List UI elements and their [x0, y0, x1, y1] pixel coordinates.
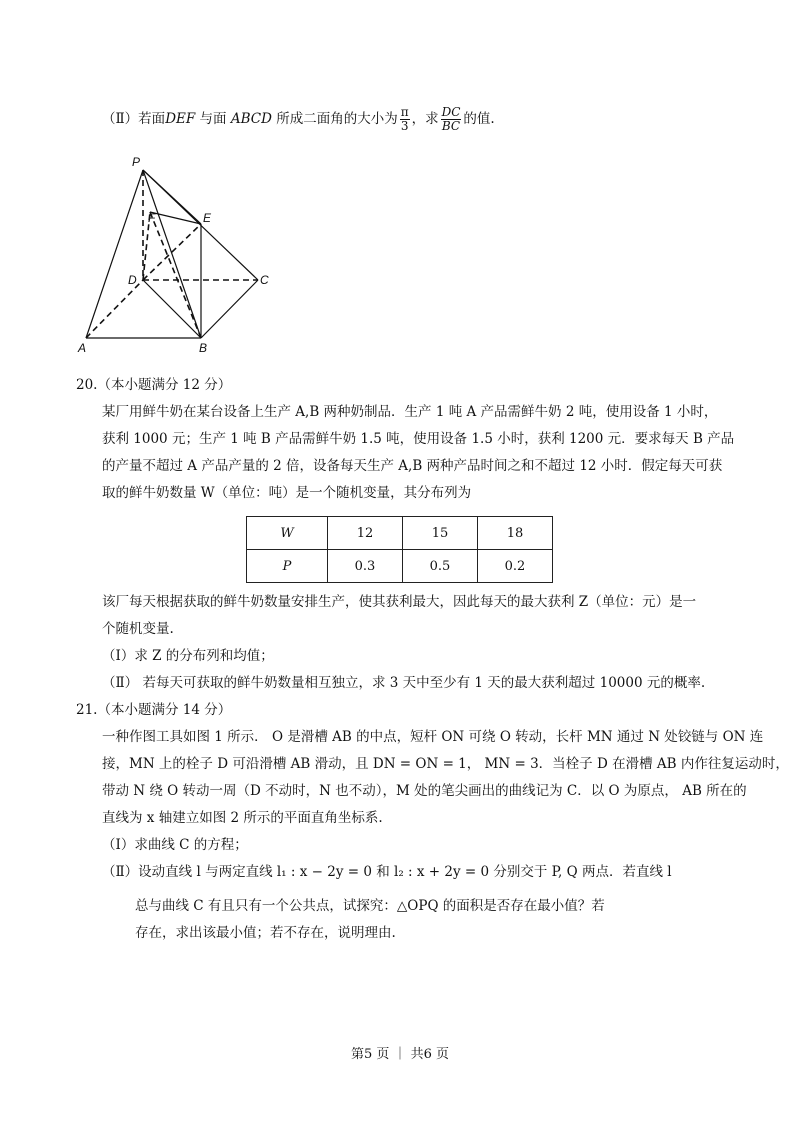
label-P: P [132, 155, 141, 169]
table-cell: 12 [328, 517, 403, 550]
q20-part1: （Ⅰ）求 Z 的分布列和均值； [102, 648, 274, 664]
q21-para-line2: 接，MN 上的栓子 D 可沿滑槽 AB 滑动，且 DN = ON = 1， MN = 3．当栓子 D 在滑槽 AB 内作往复运动时， [102, 756, 789, 772]
q21-para-line1: 一种作图工具如图 1 所示． O 是滑槽 AB 的中点，短杆 ON 可绕 O 转动，长杆 MN 通过 N 处铰链与 ON 连 [102, 729, 764, 745]
q21-para-line4: 直线为 x 轴建立如图 2 所示的平面直角坐标系. [102, 810, 383, 826]
edge-PA [86, 170, 143, 338]
q21-para-line3: 带动 N 绕 O 转动一周（D 不动时，N 也不动），M 处的笔尖画出的曲线记为 C．以 O 为原点， AB 所在的 [102, 783, 747, 799]
label-B: B [199, 341, 208, 355]
table-cell: 18 [478, 517, 553, 550]
q19-plane1: DEF [165, 111, 196, 127]
table-cell: 15 [403, 517, 478, 550]
label-E: E [203, 211, 212, 225]
q21-para-line6: 存在，求出该最小值；若不存在，说明理由. [135, 925, 396, 941]
ratio-numerator: DC [441, 105, 461, 119]
q20-para-line4: 取的鲜牛奶数量 W（单位：吨）是一个随机变量，其分布列为 [102, 485, 472, 501]
angle-numerator: π [400, 105, 409, 119]
q19-part2 [102, 102, 495, 136]
q19-mid3: ，求 [411, 111, 439, 127]
q20-para-line3: 的产量不超过 A 产品产量的 2 倍，设备每天生产 A,B 两种产品时间之和不超过 12 小时．假定每天可获 [102, 458, 723, 474]
table-cell: 0.3 [328, 550, 403, 583]
q20-para-line2: 获利 1000 元；生产 1 吨 B 产品需鲜牛奶 1.5 吨，使用设备 1.5 小时，获利 1200 元．要求每天 B 产品 [102, 431, 735, 447]
q20-para-line1: 某厂用鲜牛奶在某台设备上生产 A,B 两种奶制品．生产 1 吨 A 产品需鲜牛奶 2 吨，使用设备 1 小时， [102, 404, 718, 420]
page-footer: 第5 页 ｜ 共6 页 [350, 1047, 450, 1062]
edge-AD [86, 280, 143, 338]
label-D: D [128, 273, 137, 287]
angle-denominator: 3 [400, 119, 409, 133]
table-cell: P [247, 550, 328, 583]
ratio-denominator: BC [441, 119, 461, 133]
table-cell: W [247, 517, 328, 550]
q19-mid1: 与面 [199, 111, 227, 127]
table-cell: 0.5 [403, 550, 478, 583]
q19-mid2: 所成二面角的大小为 [276, 111, 398, 127]
table-cell: 0.2 [478, 550, 553, 583]
q19-suffix: 的值. [463, 111, 495, 127]
label-F: F [148, 211, 156, 225]
edge-BC [201, 280, 258, 338]
q20-para-line6: 个随机变量. [102, 621, 174, 637]
q20-part2: （Ⅱ） 若每天可获取的鲜牛奶数量相互独立，求 3 天中至少有 1 天的最大获利超过 10000 元的概率. [102, 675, 706, 691]
q19-plane2: ABCD [230, 111, 272, 127]
q21-header: 21.（本小题满分 14 分） [76, 702, 232, 718]
label-A: A [78, 341, 87, 355]
q21-para-line5: 总与曲线 C 有且只有一个公共点，试探究：△OPQ 的面积是否存在最小值？若 [135, 898, 605, 914]
table-row [247, 550, 553, 583]
label-C: C [260, 273, 269, 287]
q19-ratio-fraction [441, 106, 462, 133]
table-row [247, 517, 553, 550]
pyramid-figure [70, 150, 290, 360]
q19-prefix: （Ⅱ）若面 [102, 111, 166, 127]
distribution-table [246, 516, 553, 583]
q20-header: 20.（本小题满分 12 分） [76, 377, 232, 393]
q20-para-line5: 该厂每天根据获取的鲜牛奶数量安排生产，使其获利最大，因此每天的最大获利 Z（单位：元）是一 [102, 594, 697, 610]
edge-DE [143, 224, 201, 280]
q21-part1: （Ⅰ）求曲线 C 的方程； [102, 837, 248, 853]
edge-DB [143, 280, 201, 338]
edge-PB [143, 170, 201, 338]
q19-angle-fraction [400, 106, 410, 133]
q21-part2: （Ⅱ）设动直线 l 与两定直线 l₁ : x − 2y = 0 和 l₂ : x + 2y = 0 分别交于 P, Q 两点．若直线 l [102, 864, 672, 880]
